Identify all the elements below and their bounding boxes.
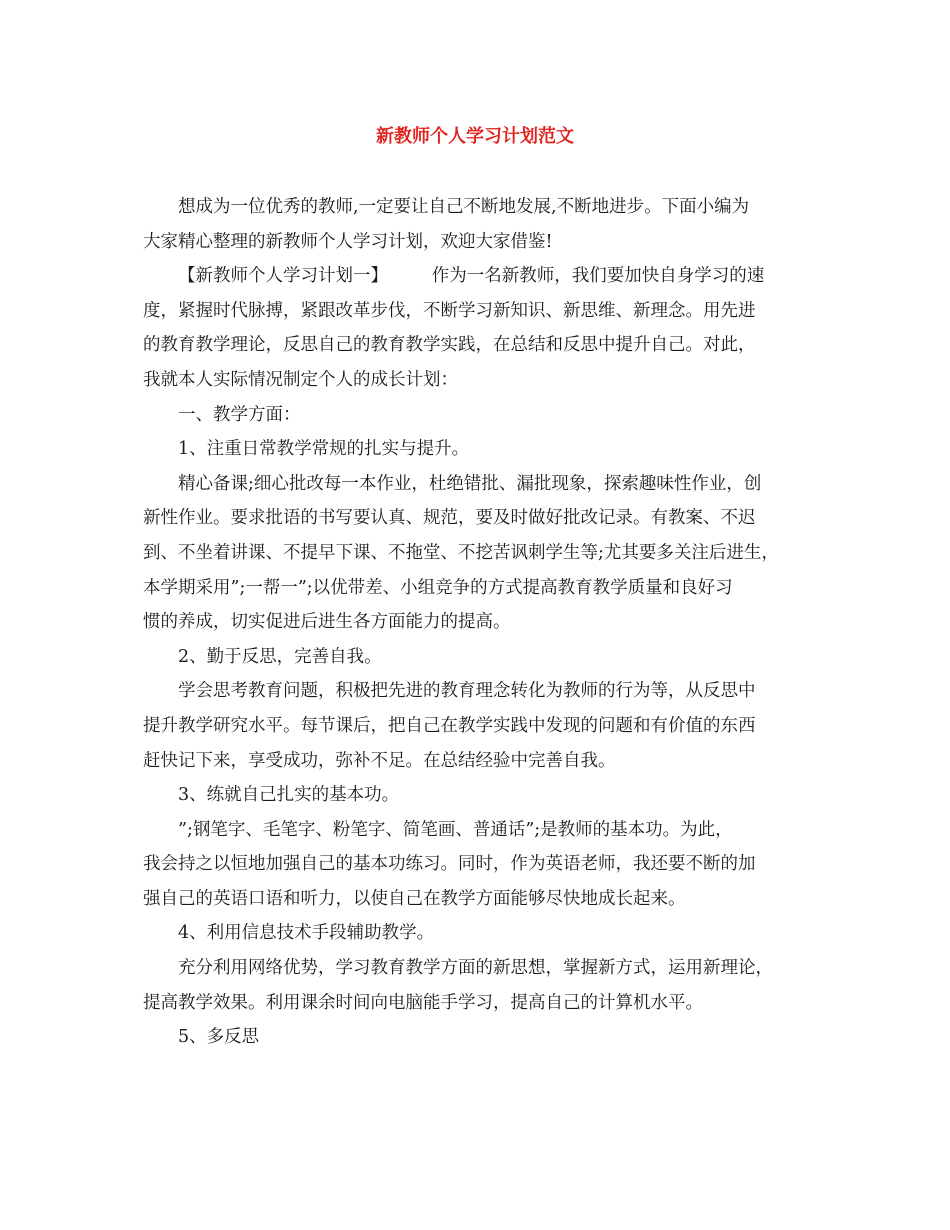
text-line: 新性作业。要求批语的书写要认真、规范，要及时做好批改记录。有教案、不迟 — [143, 508, 756, 529]
subsection-heading: 5、多反思 — [178, 1027, 260, 1048]
text-line: 学会思考教育问题，积极把先进的教育理念转化为教师的行为等，从反思中 — [178, 681, 756, 702]
subsection-heading: 1、注重日常教学常规的扎实与提升。 — [178, 439, 470, 460]
document-title: 新教师个人学习计划范文 — [376, 126, 574, 147]
subsection-heading: 3、练就自己扎实的基本功。 — [178, 785, 400, 806]
text-line: 【新教师个人学习计划一】 作为一名新教师，我们要加快自身学习的速 — [178, 266, 765, 287]
text-line: 提高教学效果。利用课余时间向电脑能手学习，提高自己的计算机水平。 — [143, 992, 703, 1013]
text-line: 赶快记下来，享受成功，弥补不足。在总结经验中完善自我。 — [143, 750, 616, 771]
document-body — [143, 190, 813, 1055]
text-line: ”;钢笔字、毛笔字、粉笔字、简笔画、普通话”;是教师的基本功。为此， — [178, 819, 733, 840]
subsection-heading: 2、勤于反思，完善自我。 — [178, 646, 382, 667]
text-line: 我会持之以恒地加强自己的基本功练习。同时，作为英语老师，我还要不断的加 — [143, 854, 756, 875]
text-line: 精心备课;细心批改每一本作业，杜绝错批、漏批现象，探索趣味性作业，创 — [178, 473, 762, 494]
text-line: 的教育教学理论，反思自己的教育教学实践，在总结和反思中提升自己。对此， — [143, 335, 756, 356]
text-line: 大家精心整理的新教师个人学习计划，欢迎大家借鉴! — [143, 231, 553, 252]
text-line: 惯的养成，切实促进后进生各方面能力的提高。 — [143, 612, 511, 633]
text-line: 到、不坐着讲课、不提早下课、不拖堂、不挖苦讽刺学生等;尤其要多关注后进生， — [143, 542, 779, 563]
text-line: 想成为一位优秀的教师,一定要让自己不断地发展,不断地进步。下面小编为 — [178, 197, 750, 217]
text-line: 充分利用网络优势，学习教育教学方面的新思想，掌握新方式，运用新理论， — [178, 958, 773, 979]
text-line: 强自己的英语口语和听力，以使自己在教学方面能够尽快地成长起来。 — [143, 888, 686, 909]
text-line: 度，紧握时代脉搏，紧跟改革步伐，不断学习新知识、新思维、新理念。用先进 — [143, 300, 756, 321]
text-line: 本学期采用”;一帮一”;以优带差、小组竞争的方式提高教育教学质量和良好习 — [143, 577, 733, 598]
text-line: 提升教学研究水平。每节课后，把自己在教学实践中发现的问题和有价值的东西 — [143, 715, 756, 736]
subsection-heading: 4、利用信息技术手段辅助教学。 — [178, 923, 435, 944]
text-line: 我就本人实际情况制定个人的成长计划： — [143, 369, 458, 390]
section-heading: 一、教学方面： — [178, 404, 301, 425]
